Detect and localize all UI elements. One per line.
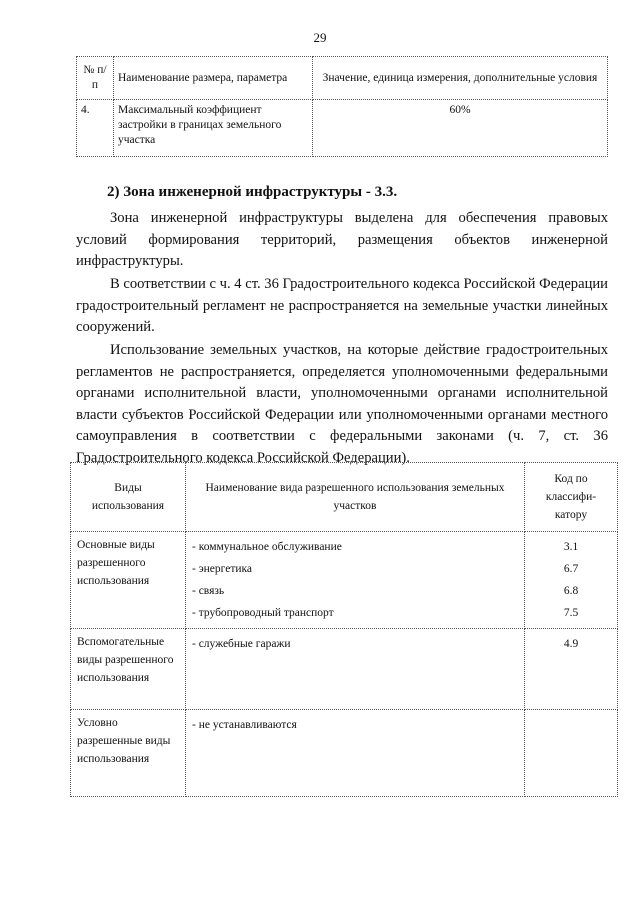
use-type: Основные виды разрешенного использования [71,532,186,629]
paragraph-regulation [76,274,608,339]
section-heading: 2) Зона инженерной инфраструктуры - 3.3. [107,184,398,200]
use-items [186,629,525,710]
use-type: Условно разрешенные виды использования [71,710,186,797]
use-codes [525,710,618,797]
table-row [71,532,618,629]
paragraph-text: Использование земельных участков, на которые действие градостроительных регламентов не распространяется, определяется уполномоченными федеральными органами исполнительной власти, уполномоченными органами исполнительной власти субъектов Российской Федерации или уполномоченными органами местного самоуправления в соответствии с федеральными законами (ч. 7, ст. 36 Градостроительного кодекса Российской Федерации). [76,342,608,466]
use-item: - связь [192,585,225,597]
row-num: 4. [77,100,114,157]
use-item: - энергетика [192,563,253,575]
header-use-type: Виды использования [71,463,186,532]
use-items [186,710,525,797]
parameters-table [76,56,608,157]
table-header-row [77,57,608,100]
paragraph-text: Зона инженерной инфраструктуры выделена для обеспечения правовых условий формирования территорий, размещения объектов инженерной инфраструктуры. [76,210,608,269]
table-row [71,629,618,710]
paragraph-text: В соответствии с ч. 4 ст. 36 Градостроительного кодекса Российской Федерации градостроительный регламент не распространяется на земельные участки линейных сооружений. [76,276,608,335]
uses-header-row [71,463,618,532]
header-param-name: Наименование размера, параметра [114,57,313,100]
use-item: - коммунальное обслуживание [192,541,342,553]
use-items [186,532,525,629]
use-item: - не устанавливаются [192,719,297,731]
header-value: Значение, единица измерения, дополнительные условия [313,57,608,100]
header-num: № п/п [77,57,114,100]
use-item: - трубопроводный транспорт [192,607,334,619]
row-value: 60% [313,100,608,157]
use-code: 3.1 [563,541,579,553]
page-number: 29 [313,30,327,45]
table-row [77,100,608,157]
use-code: 7.5 [563,607,579,619]
use-code: 6.7 [563,563,579,575]
uses-table [70,462,618,797]
paragraph-zone [76,208,608,273]
row-param-name: Максимальный коэффициент застройки в границах земельного участка [114,100,313,157]
use-item: - служебные гаражи [192,638,291,650]
use-code: 4.9 [563,638,579,650]
header-use-name: Наименование вида разрешенного использования земельных участков [186,463,525,532]
use-type: Вспомогательные виды разрешенного использования [71,629,186,710]
table-row [71,710,618,797]
header-code: Код по классифи-катору [525,463,618,532]
use-codes [525,629,618,710]
use-code: 6.8 [563,585,579,597]
use-codes [525,532,618,629]
paragraph-usage [76,340,608,469]
